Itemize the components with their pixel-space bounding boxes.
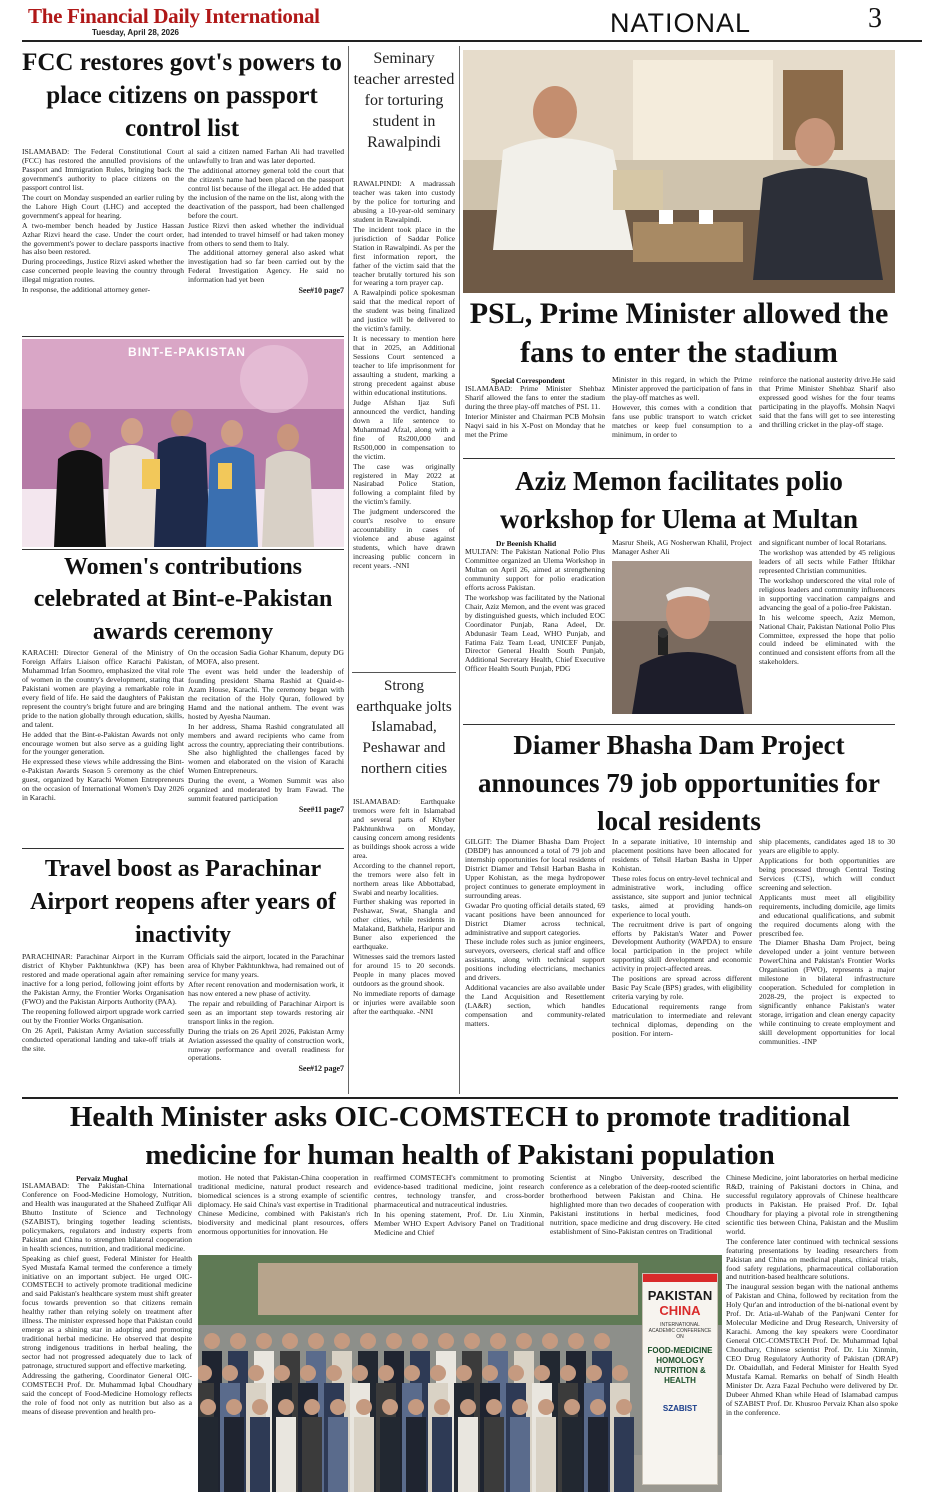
person-head [222,1365,238,1381]
dam-paragraph: The Diamer Bhasha Dam Project, being developed under a joint venture between PowerChina and Pakistan's Frontier Works Organisation (FWO), represents a major milestone in bilateral infrastructure cooperation. Scheduled for completion in 2028-29, the project is expected to significantly enhance Pakistan's water storage, irrigation and clean energy capacity while continuing to create employment and skill development opportunities for local communities. -INP [759,938,895,1046]
parachinar-paragraph: During the trials on 26 April 2026, Pakistan Army Aviation assessed the quality of construction work, runway performance and overall readiness for operations. [188,1026,344,1063]
person-head [226,1399,242,1415]
dam-paragraph: Additional vacancies are also available under the Land Acquisition and Resettlement (LA&R) section, which handles compensation and community-related matters. [465,983,605,1029]
person-body [276,1417,296,1492]
person-head [534,1365,550,1381]
parachinar-headline: Travel boost as Parachinar Airport reopens after years of inactivity [30,856,336,948]
women-column-2 [188,649,344,845]
person-head [248,1365,264,1381]
health-column-4 [550,1174,720,1254]
parachinar-paragraph: Officials said the airport, located in the Parachinar area of Khyber Pakhtunkhwa, had remained out of service for many years. [188,953,344,979]
polio-paragraph: The workshop was attended by 45 religious leaders of all sects while Father Iftikhar represented Christian communities. [759,547,895,575]
fcc-paragraph: The additional attorney general also asked what investigation had so far been carried out by the Federal Investigation Agency. He said no information had yet been [188,248,344,285]
parachinar-paragraph: On 26 April, Pakistan Army Aviation successfully conducted operational landing and take-off trials at the site. [22,1025,184,1053]
dam-paragraph: Gwadar Pro quoting official details stated, 69 vacant positions have been announced for District Diamer across technical, administrative and support categories. [465,900,605,937]
person-head [334,1333,350,1349]
banner-line-3: INTERNATIONAL ACADEMIC CONFERENCE ON [648,1322,712,1340]
person-head [300,1365,316,1381]
seminary-paragraph: Judge Afshan Ijaz Sufi announced the verdict, handing down a life sentence to Muhammad Afzal, along with a fine of Rs200,000 and Rs500,000 in compensation to the victim. [353,397,455,461]
women-paragraph: During the event, a Women Summit was also organized and moderated by Iram Fawad. The summit featured participation [188,776,344,804]
earthquake-paragraph: No immediate reports of damage or injuries were available soon after the earthquake. -NNI [353,989,455,1016]
psl-paragraph: However, this comes with a condition that fans use public transport to watch cricket matches or keep fuel consumption to a minimum, in order to [612,402,752,439]
person-head [308,1333,324,1349]
person-body [224,1417,244,1492]
women-awards-photo [22,339,344,547]
column-rule [459,46,460,1094]
person-head [200,1399,216,1415]
polio-paragraph: The workshop underscored the vital role of religious leaders and community influencers in supporting vaccination campaigns and advancing the goal of a polio-free Pakistan. [759,575,895,612]
health-paragraph: Chinese Medicine, joint laboratories on herbal medicine R&D, training of Pakistani doctors in China, and successful regulatory approvals of Chinese healthcare products in Pakistan. He praised Prof. Dr. Iqbal Choudhary for playing a pivotal role in strengthening scientific ties between China, Pakistan and the Muslim world. [726,1174,898,1236]
psl-meeting-photo [463,50,895,293]
person-head [252,1399,268,1415]
earthquake-column [353,798,455,1094]
polio-column-1 [465,548,605,720]
person-head [594,1333,610,1349]
dam-paragraph: ship placements, candidates aged 18 to 30 years are eligible to apply. [759,838,895,855]
person-head [278,1399,294,1415]
divider [463,458,895,459]
psl-column-3 [759,376,895,455]
banner-stripe [643,1274,717,1282]
earthquake-paragraph: According to the channel report, the tremors were also felt in northern areas like Abbottabad, Swabi and nearby localities. [353,860,455,897]
parachinar-paragraph: PARACHINAR: Parachinar Airport in the Kurram district of Khyber Pakhtunkhwa (KP) has been restored and made operational again after remaining inactive for a long period, following joint efforts by the Pakistan Army, the Frontier Works Organisation (FWO) and the Pakistan Airports Authority (PAA). [22,953,184,1006]
polio-headline: Aziz Memon facilitates polio workshop for Ulema at Multan [499,466,858,535]
health-paragraph: Speaking as chief guest, Federal Minister for Health Syed Mustafa Kamal termed the conference a timely initiative on an important subject. He urged OIC-COMSTECH to actively promote traditional medicine and said Pakistan's healthcare system must shift greater focus towards prevention so that citizens remain healthy rather than relying solely on treatment after illness. The minister expressed hope that Pakistan could emerge as a shining star in adopting and promoting traditional herbal medicine. He observed that despite strong indigenous traditions in herbal healing, the sector had not progressed adequately due to lack of patronage, structured support and effective marketing. [22,1253,192,1371]
seminary-column [353,180,455,670]
issue-date: Tuesday, April 28, 2026 [92,28,180,37]
women-column-1 [22,649,184,845]
dam-paragraph: Educational requirements range from matriculation to intermediate and relevant technical diplomas, depending on the position. For intern- [612,1002,752,1039]
person-head [486,1399,502,1415]
person-head [412,1333,428,1349]
person-head [560,1365,576,1381]
earthquake-paragraph: Further shaking was reported in Peshawar, Swat, Shangla and other cities, while residents in Malakand, Batkhela, Haripur and Buner also experienced the earthquake. [353,897,455,952]
page-number: 3 [868,3,882,34]
person-body [562,1417,582,1492]
person-body [484,1417,504,1492]
divider [463,724,895,725]
person-head [538,1399,554,1415]
person-head [586,1365,602,1381]
person-body [510,1417,530,1492]
crowd-heads [198,1333,634,1492]
seminary-paragraph: RAWALPINDI: A madrassah teacher was taken into custody by the police for torturing and abusing a 10-year-old seminary student in Rawalpindi. [353,180,455,224]
person-head [256,1333,272,1349]
masthead-rule [22,40,922,42]
person-head [438,1333,454,1349]
health-paragraph: motion. He noted that Pakistan-China cooperation in traditional medicine, natural product research and biomedical sciences is a strong example of scientific diplomacy. He said China's vast expertise in Traditional Chinese Medicine, combined with Pakistan's rich biodiversity and medicinal plant resources, offers enormous opportunities for innovation. He [198,1174,368,1236]
psl-paragraph: ISLAMABAD: Prime Minister Shehbaz Sharif allowed the fans to enter the stadium during the three play-off matches of PSL 11. [465,385,605,411]
health-paragraph: Addressing the gathering, Coordinator General OIC-COMSTECH Prof. Dr. Muhammad Iqbal Choudhary said the concept of Food-Medicine Homology reflects the role of food not only as nutrition but also as a means of disease prevention and health pro- [22,1371,192,1416]
person-head [330,1399,346,1415]
women-paragraph: He added that the Bint-e-Pakistan Awards not only encourage women but also serve as a guiding light for the younger generation. [22,729,184,757]
fcc-paragraph: During proceedings, Justice Rizvi asked whether the case concerned people leaving the country through illegal migration routes. [22,257,184,285]
fcc-column-2 [188,148,344,334]
person-head [564,1399,580,1415]
fcc-paragraph: In response, the additional attorney gener- [22,285,151,295]
fcc-paragraph: ISLAMABAD: The Federal Constitutional Court (FCC) has restored the annulled provisions of the Passport and Immigration Rules, bringing back the government's authority to place citizens on the passport control list. [22,148,184,192]
dam-paragraph: These roles focus on entry-level technical and administrative work, including office assistance, site support and junior technical tasks, aimed at providing hands-on experience to local youth. [612,873,752,919]
person-body [198,1417,218,1492]
person-head [490,1333,506,1349]
person-body [328,1417,348,1492]
dam-paragraph: GILGIT: The Diamer Bhasha Dam Project (DBDP) has announced a total of 79 job and internship opportunities for local residents of District Diamer and Tehsil Harban Basha in Upper Kohistan, as the mega hydropower project continues to generate employment in surrounding areas. [465,838,605,900]
person-head [568,1333,584,1349]
polio-paragraph: The workshop was facilitated by the National Chair, Aziz Memon, and the event was graced by distinguished guests, which included EOC Coordinator Punjab, Rana Adeel, Dr. Abdunasir Team Lead, WHO Punjab, and Fatima Faiz Team Lead, UNICEF Punjab, Director General Health South Punjab, Additional Secretary Health, Chief Executive Officer Health South Punjab, PDG [465,592,605,674]
health-paragraph: Scientist at Ningbo University, described the conference as a celebration of the deep-rooted scientific brotherhood between Pakistan and China. He highlighted more than two decades of cooperation with Pakistani institutions in herbal medicines, food nutrition, space medicine and drug discovery. He cited establishment of Sino-Pakistan centres on Traditional [550,1174,720,1236]
person-head [430,1365,446,1381]
person-body [536,1417,556,1492]
fcc-paragraph: Justice Rizvi then asked whether the individual had intended to travel himself or had taken money from others to send them to Italy. [188,220,344,248]
parachinar-paragraph: The reopening followed airport upgrade work carried out by the Frontier Works Organisation. [22,1006,184,1025]
seminary-paragraph: The case was originally registered in May 2022 at Nasirabad Police Station, following a complaint filed by the victim's family. [353,461,455,507]
polio-paragraph: Masrur Sheik, AG Nosherwan Khalil, Project Manager Asher Ali [612,539,752,556]
divider [22,549,344,550]
dam-paragraph: Applicants must meet all eligibility requirements, including domicile, age limits and educational qualifications, and submit the required documents along with the prescribed fee. [759,892,895,938]
person-head [356,1399,372,1415]
banner-line-4: FOOD-MEDICINE HOMOLOGY NUTRITION & HEALTH [647,1346,713,1385]
person-head [274,1365,290,1381]
seminary-paragraph: It is necessary to mention here that in 2025, an Additional Sessions Court sentenced a teacher to life imprisonment for assaulting a student, marking a strong precedent against abuse within educational institutions. [353,334,455,397]
polio-column-2 [612,539,752,559]
earthquake-paragraph: ISLAMABAD: Earthquake tremors were felt in Islamabad and several parts of Khyber Pakhtunkhwa on Monday, causing concern among residents as buildings shook across a wide area. [353,798,455,860]
parachinar-column-1 [22,953,184,1093]
health-column-1 [22,1182,192,1492]
seminary-paragraph: A Rawalpindi police spokesman said that the medical report of the student was being finalized and justice will be delivered to the victim's family. [353,288,455,334]
person-head [464,1333,480,1349]
seminary-paragraph: The judgment underscored the court's resolve to ensure accountability in cases of violence and abuse against students, which have drawn increasing public concern in recent years. -NNI [353,507,455,571]
parachinar-column-2 [188,953,344,1093]
psl-meeting-photo-art [463,50,895,293]
person-head [612,1365,628,1381]
person-head [378,1365,394,1381]
polio-byline: Dr Beenish Khalid [496,539,557,548]
person-body [432,1417,452,1492]
psl-paragraph: reinforce the national austerity drive.He said that Prime Minister Shehbaz Sharif also expressed good wishes for the four teams participating in the playoffs. Mohsin Naqvi said that the fans will get to see interesting and thrilling cricket in the play-off stage. [759,376,895,429]
person-body [406,1417,426,1492]
health-column-2 [198,1174,368,1254]
dam-column-1 [465,838,605,1094]
psl-byline: Special Correspondent [491,376,565,385]
conference-banner [642,1273,718,1485]
paper-name: The Financial Daily International [28,4,320,28]
psl-paragraph: Interior Minister and Chairman PCB Mohsin Naqvi said in his X-Post on Monday that he met the Prime [465,411,605,439]
parachinar-continued: See#12 page7 [298,1064,344,1074]
person-head [282,1333,298,1349]
person-body [614,1417,634,1492]
dam-paragraph: The recruitment drive is part of ongoing efforts by Pakistan's Water and Power Development Authority (WAPDA) to ensure local participation in the project while supporting skill development and economic activity in project-affected areas. [612,919,752,974]
psl-paragraph: Minister in this regard, in which the Prime Minister approved the participation of fans in the play-off matches as well. [612,376,752,402]
person-body [250,1417,270,1492]
fcc-paragraph: The additional attorney general told the court that the citizen's name had been placed on the passport control list because of the illegal act. He added that the inclusion of the name on the list, along with the deactivation of the passport, had been challenged before the court. [188,165,344,220]
dam-column-2 [612,838,752,1094]
health-paragraph: reaffirmed COMSTECH's commitment to promoting evidence-based traditional medicine, joint research centres, technology transfer, and cross-border pharmaceutical and nutraceutical industries. [374,1174,544,1209]
health-byline: Pervaiz Mughal [76,1174,128,1183]
psl-headline: PSL, Prime Minister allowed the fans to enter the stadium [469,297,889,369]
aziz-memon-photo-art [612,561,752,714]
person-head [508,1365,524,1381]
person-head [204,1333,220,1349]
dam-paragraph: Applications for both opportunities are being processed through Central Testing Services (CTS), which will conduct screening and selection. [759,855,895,892]
banner-line-1: PAKISTAN [647,1288,713,1303]
health-headline: Health Minister asks OIC-COMSTECH to promote traditional medicine for human health of Pakistani population [69,1101,851,1171]
parachinar-paragraph: After recent renovation and modernisation work, it has now entered a new phase of activity. [188,979,344,998]
fcc-headline: FCC restores govt's powers to place citizens on passport control list [22,49,342,142]
person-head [434,1399,450,1415]
polio-paragraph: and significant number of local Rotarians. [759,539,887,547]
person-head [230,1333,246,1349]
dam-headline: Diamer Bhasha Dam Project announces 79 job opportunities for local residents [477,730,881,836]
dam-paragraph: These include roles such as junior engineers, surveyors, overseers, clerical staff and office assistants, along with technical support positions including electricians, mechanics and drivers. [465,937,605,983]
women-continued: See#11 page7 [298,805,344,815]
health-paragraph: In his opening statement, Prof. Dr. Liu Xinmin, Member WHO Expert Advisory Panel on Traditional Medicine and Chief [374,1209,544,1237]
person-head [542,1333,558,1349]
fcc-paragraph: al said a citizen named Farhan Ali had travelled unlawfully to Iran and was later deported. [188,148,344,165]
person-head [360,1333,376,1349]
health-paragraph: The inaugural session began with the national anthems of Pakistan and China, followed by recitation from the Holy Qur'an and introduction of the bi-national event by Prof. Dr. Atia-ul-Wahab of the Panjwani Center for Molecular Medicine and Drug Research, University of Karachi. Among the key speakers were Coordinator General OIC-COMSTECH Prof. Dr. Muhammad Iqbal Choudhary, Chinese scientist Prof. Dr. Liu Xinmin, CEO Drug Regulatory Authority of Pakistan (DRAP) Dr. Obaidullah, and Federal Minister for Health Syed Mustafa Kamal. Remarks on behalf of Sindh Health Minister Dr. Azra Fazal Pechuho were delivered by Dr. Dubeer Ahmed Khan while Head of Islamabad campus of SZABIST Prof. Dr. Khusroo Pervaiz Khan also spoke in the conference. [726,1282,898,1417]
banner-line-5: SZABIST [662,1404,698,1413]
dam-paragraph: The positions are spread across different Basic Pay Scale (BPS) grades, with eligibility criteria varying by role. [612,974,752,1002]
aziz-memon-photo [612,561,752,714]
psl-column-1 [465,385,605,455]
polio-paragraph: MULTAN: The Pakistan National Polio Plus Committee organized an Ulema Workshop in Multan on April 26, aimed at strengthening community support for polio eradication efforts across Pakistan. [465,548,605,592]
person-head [404,1365,420,1381]
seminary-paragraph: The incident took place in the jurisdiction of Saddar Police Station in Rawalpindi. As per the first information report, the father of the victim said that the teacher brutally tortured his son for wearing a torn prayer cap. [353,224,455,288]
parachinar-paragraph: The repair and rebuilding of Parachinar Airport is seen as an important step towards restoring air transport links in the region. [188,998,344,1026]
health-column-3 [374,1174,544,1254]
polio-column-3 [759,539,895,717]
banner-line-2: CHINA [659,1303,701,1318]
person-head [352,1365,368,1381]
person-body [588,1417,608,1492]
women-paragraph: He expressed these views while addressing the Bint-e-Pakistan Awards Season 5 ceremony as the chief guest, organized by Karachi Women Entrepreneurs on the occasion of International Women's Day 2026 in Karachi. [22,757,184,803]
person-head [482,1365,498,1381]
divider [22,336,344,337]
person-head [382,1399,398,1415]
earthquake-headline: Strong earthquake jolts Islamabad, Peshawar and northern cities [356,678,452,777]
column-rule [348,46,349,1094]
fcc-paragraph: The court on Monday suspended an earlier ruling by the Lahore High Court (LHC) and accepted the government's appeal for hearing. [22,192,184,220]
dam-paragraph: In a separate initiative, 10 internship and placement positions have been allocated for residents of Tehsil Harban Basha in Upper Kohistan. [612,838,752,873]
women-paragraph: KARACHI: Director General of the Ministry of Foreign Affairs Liaison office Karachi Pakistan, Muhammad Irfan Soomro, emphasized the vital role of women in the country's development, stating that Pakistani women are playing a remarkable role in every field of life. He said the daughters of Pakistan represent the country's bright future and are bringing pride to the nation globally through education, skills, and talent. [22,649,184,729]
photo-banner-text: BINT-E-PAKISTAN [128,345,246,359]
fcc-paragraph: A two-member bench headed by Justice Hassan Azhar Rizvi heard the case. Under the court order, the government's power to declare passports inactive has also been restored. [22,220,184,257]
health-paragraph: The conference later continued with technical sessions featuring presentations by leading researchers from Pakistan and China on medicinal plants, clinical trials, food safety regulations, pharmaceutical collaboration and nutrition-based healthcare solutions. [726,1236,898,1282]
person-head [460,1399,476,1415]
person-body [302,1417,322,1492]
person-head [326,1365,342,1381]
person-body [354,1417,374,1492]
person-head [386,1333,402,1349]
divider [352,672,456,673]
women-paragraph: On the occasion Sadia Gohar Khanum, deputy DG of MOFA, also present. [188,649,344,666]
women-awards-photo-art [22,339,344,547]
psl-column-2 [612,376,752,455]
person-body [380,1417,400,1492]
person-head [590,1399,606,1415]
person-head [516,1333,532,1349]
earthquake-paragraph: Witnesses said the tremors lasted for around 15 to 20 seconds. People in many places moved outdoors as the ground shook. [353,952,455,989]
conference-group-photo [198,1255,722,1492]
health-paragraph: ISLAMABAD: The Pakistan-China International Conference on Food-Medicine Homology, Nutrition, and Health was inaugurated at the Shaheed Zulfiqar Ali Bhutto Institute of Science and Technology (SZABIST), bringing together leading scientists, policymakers, regulators and industry experts from Pakistan and China to strengthen bilateral cooperation in health sciences, nutrition, and traditional medicine. [22,1182,192,1253]
section-title: NATIONAL [610,8,752,38]
person-head [304,1399,320,1415]
women-paragraph: In her address, Shama Rashid congratulated all members and award recipients who came from across the country, appreciating their contributions. She also highlighted the challenges faced by women and elaborated on the vision of Karachi Women Entrepreneurs. [188,721,344,776]
dam-column-3 [759,838,895,1094]
women-headline: Women's contributions celebrated at Bint-e-Pakistan awards ceremony [33,554,333,645]
person-body [458,1417,478,1492]
women-paragraph: The event was held under the leadership of founding president Shama Rashid at Quaid-e-Azam House, Karachi. The ceremony began with the recitation of the Holy Quran, followed by Hamd and the national anthem. The event was hosted by Ayesha Nauman. [188,666,344,721]
person-head [512,1399,528,1415]
fcc-column-1 [22,148,184,334]
health-column-5 [726,1174,898,1492]
seminary-headline: Seminary teacher arrested for torturing student in Rawalpindi [353,50,455,152]
person-head [616,1399,632,1415]
divider [22,848,344,849]
person-head [456,1365,472,1381]
person-head [408,1399,424,1415]
fcc-continued: See#10 page7 [298,286,344,296]
polio-paragraph: In his welcome speech, Aziz Memon, National Chair, Pakistan National Polio Plus Committee, expressed the hope that polio could indeed be eliminated with the continued and consistent efforts from all the stakeholders. [759,612,895,667]
